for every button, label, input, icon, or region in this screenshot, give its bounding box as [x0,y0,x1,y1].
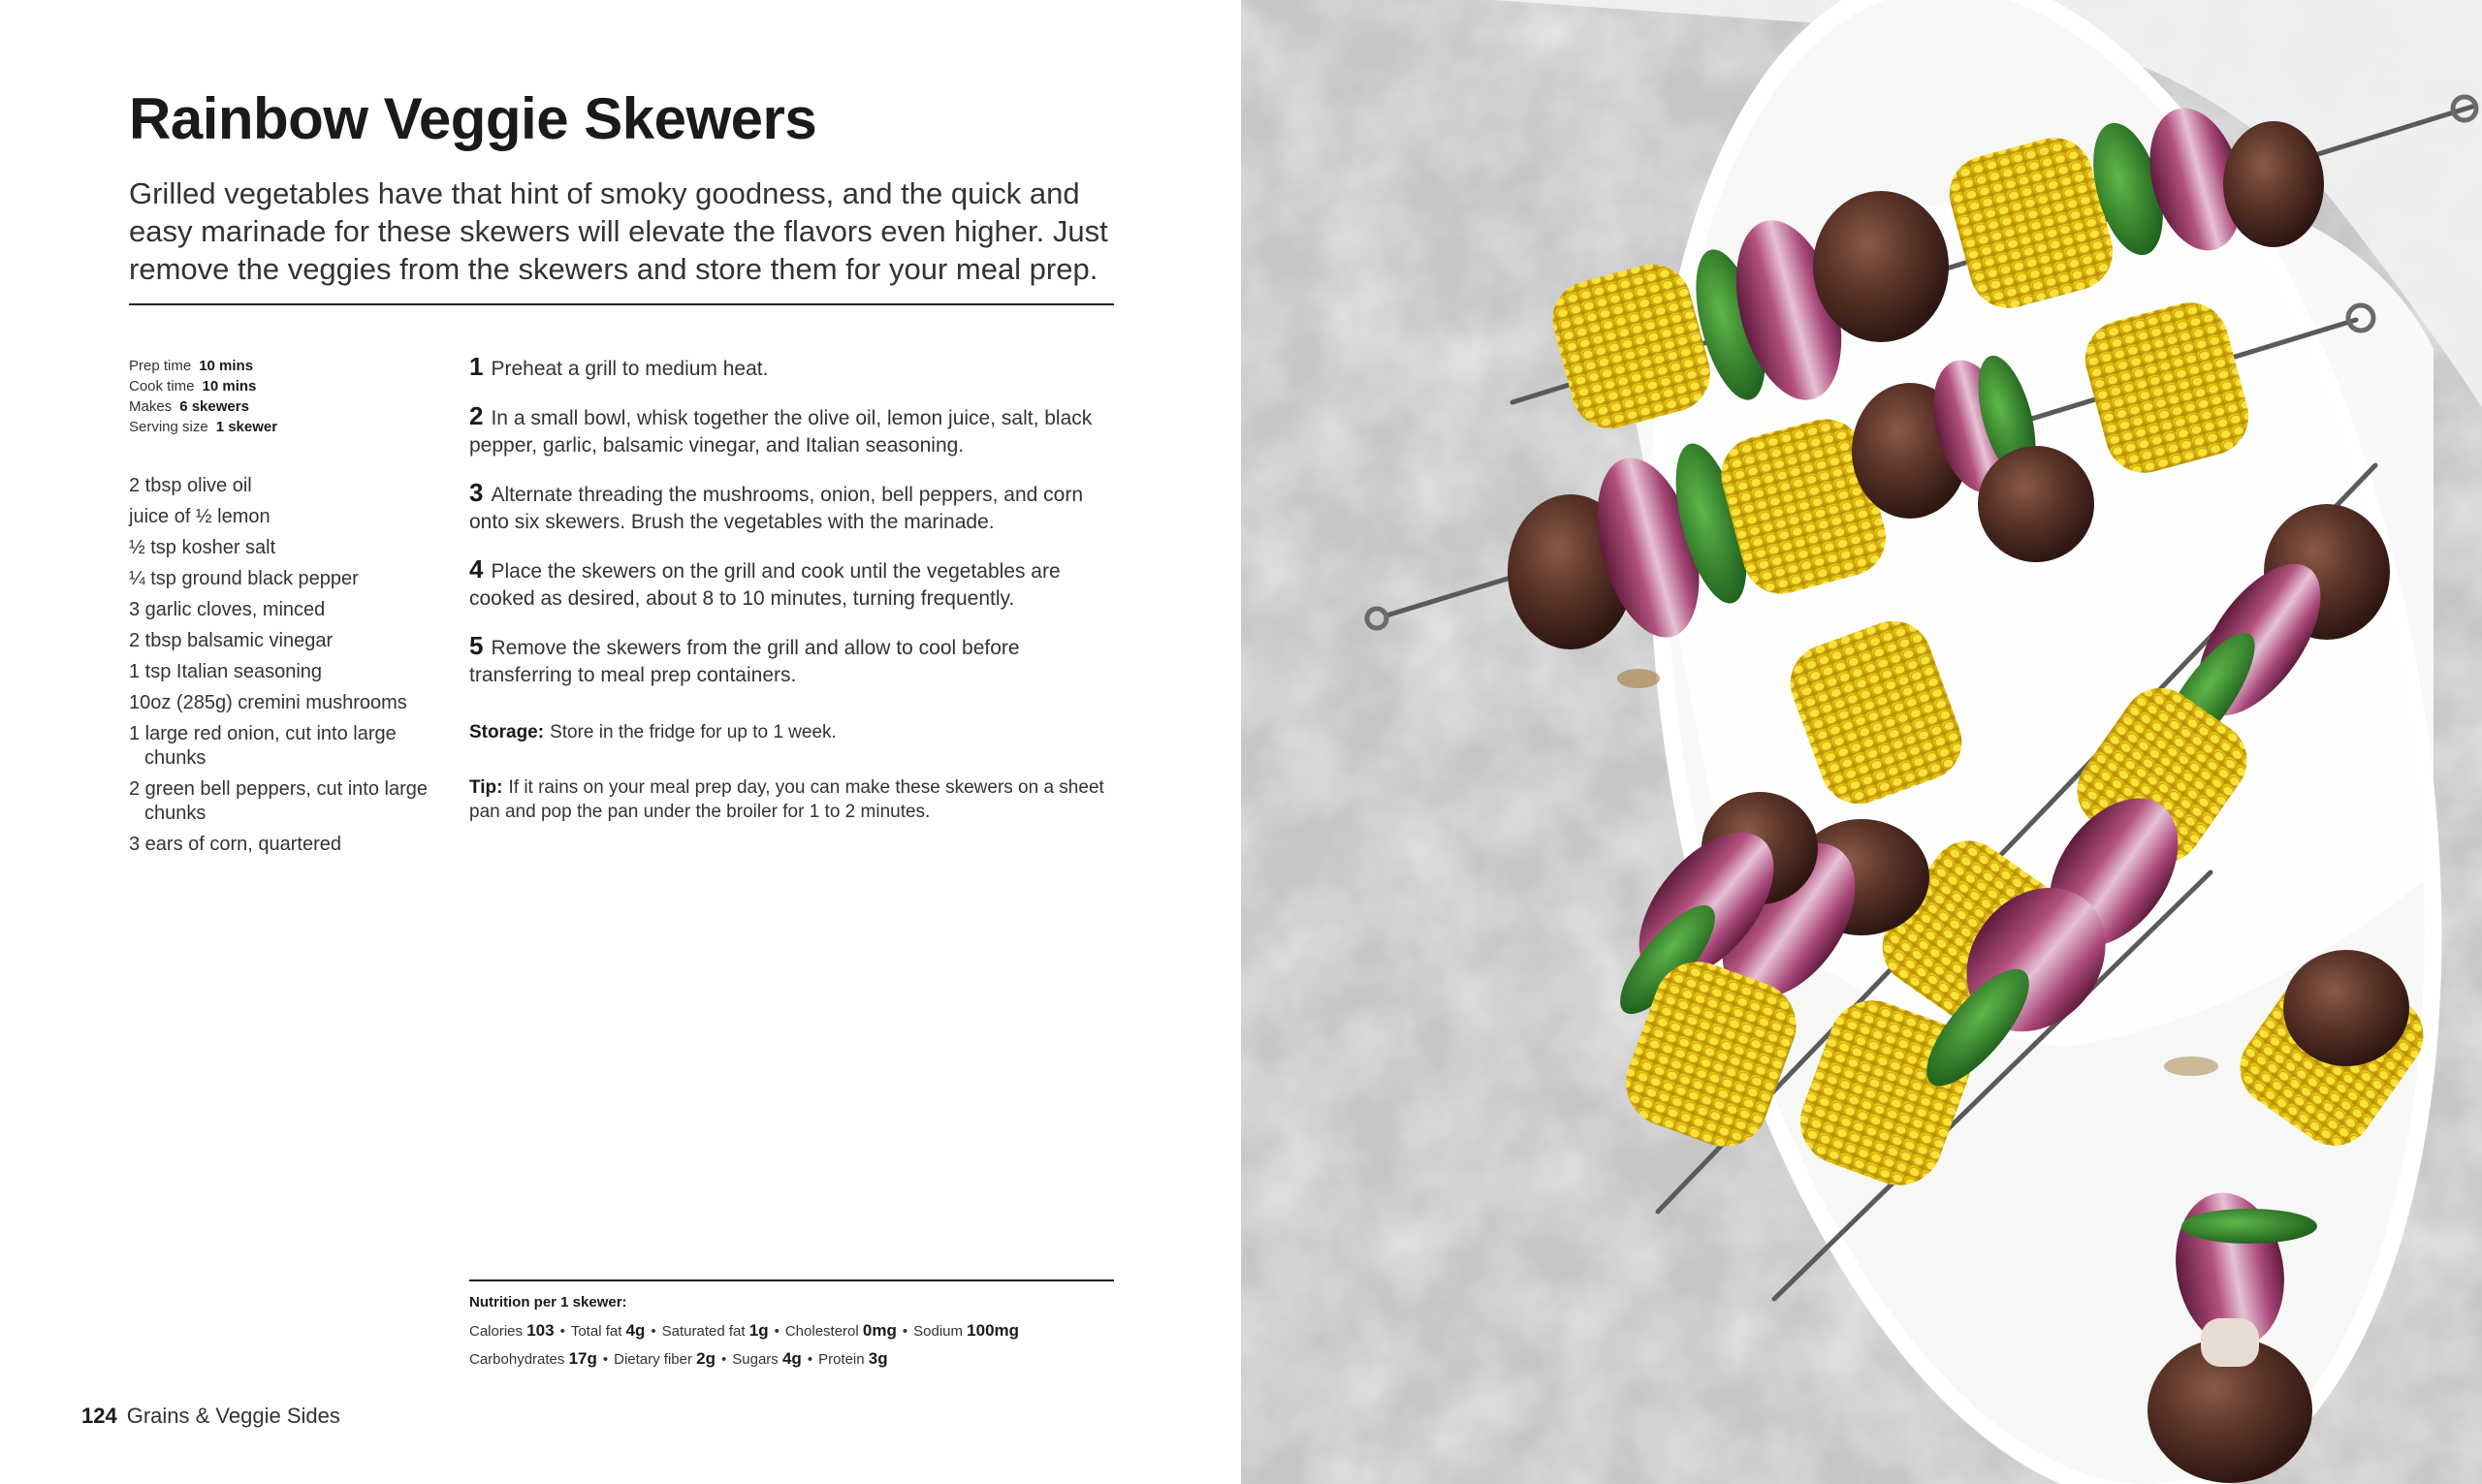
nutrient-label: Saturated fat [661,1323,746,1340]
meta-value: 10 mins [199,358,254,374]
step-2 [469,402,1114,459]
step-number: 1 [469,352,484,381]
step-text: Alternate threading the mushrooms, onion, bell peppers, and corn onto six skewers. Brush the vegetables with the marinade. [469,484,1084,533]
nutrition-line-2 [469,1345,1129,1373]
step-text: Preheat a grill to medium heat. [491,358,769,380]
nutrient-label: Calories [469,1323,524,1340]
meta-label: Serving size [129,419,208,435]
nutrient-label: Protein [818,1351,865,1368]
tip-label: Tip: [469,777,503,798]
nutrient-value: 4g [781,1349,802,1368]
meta-label: Prep time [129,358,192,374]
ingredient-item: juice of ½ lemon [129,506,270,527]
nutrient-label: Carbohydrates [469,1351,565,1368]
ingredient-item: 2 tbsp olive oil [129,475,252,496]
separator: • [774,1323,780,1340]
ingredient-item: 1 tsp Italian seasoning [129,661,323,682]
step-number: 4 [469,554,484,584]
nutrient-value: 1g [748,1321,769,1340]
nutrient-value: 2g [696,1349,716,1368]
method-steps [469,353,1114,709]
step-5 [469,632,1114,689]
meta-value: 6 skewers [179,398,249,415]
step-number: 2 [469,401,484,430]
step-text: In a small bowl, whisk together the olive oil, lemon juice, salt, black pepper, garlic, balsamic vinegar, and Italian seasoning. [469,407,1093,457]
nutrient-label: Sodium [913,1323,963,1340]
photo-page [1241,0,2482,1484]
nutrient-value: 103 [526,1321,555,1340]
separator: • [902,1323,908,1340]
ingredient-item: 3 ears of corn, quartered [129,834,342,855]
storage-note [469,720,1114,744]
nutrient-value: 4g [625,1321,646,1340]
nutrient-value: 0mg [862,1321,897,1340]
page-footer [81,1404,340,1429]
step-number: 3 [469,478,484,507]
ingredient-item: 1 large red onion, cut into large chunks [129,723,397,769]
separator: • [807,1351,813,1368]
ingredient-item: 3 garlic cloves, minced [129,599,326,620]
step-number: 5 [469,631,484,660]
nutrient-label: Total fat [570,1323,622,1340]
step-4 [469,555,1114,613]
storage-label: Storage: [469,722,545,742]
meta-value: 10 mins [202,378,257,395]
separator: • [651,1323,656,1340]
nutrient-label: Dietary fiber [614,1351,692,1368]
ingredient-item: ½ tsp kosher salt [129,537,276,558]
tip-text: If it rains on your meal prep day, you can make these skewers on a sheet pan and pop the pan under the broiler for 1 to 2 minutes. [469,777,1104,822]
ingredient-list [129,474,449,864]
meta-label: Cook time [129,378,195,395]
step-1 [469,353,1114,383]
nutrition-line-1 [469,1317,1129,1345]
separator: • [559,1323,565,1340]
meta-cook-time [129,376,277,396]
nutrient-label: Cholesterol [784,1323,859,1340]
nutrition-heading: Nutrition per 1 skewer: [469,1294,627,1310]
ingredient-item: 10oz (285g) cremini mushrooms [129,692,407,713]
nutrition-divider [469,1279,1114,1281]
nutrient-label: Sugars [732,1351,779,1368]
meta-serving-size [129,417,277,437]
nutrient-value: 17g [568,1349,597,1368]
nutrition-panel [469,1292,1129,1373]
skewers-photo [1241,0,2482,1484]
separator: • [602,1351,609,1368]
ingredient-item: 2 green bell peppers, cut into large chunks [129,778,428,824]
step-text: Place the skewers on the grill and cook until the vegetables are cooked as desired, about 8 to 10 minutes, turning frequently. [469,560,1061,610]
title-divider [129,303,1114,305]
ingredient-item: 2 tbsp balsamic vinegar [129,630,334,651]
recipe-title: Rainbow Veggie Skewers [129,86,817,151]
recipe-intro: Grilled vegetables have that hint of smoky goodness, and the quick and easy marinade for these skewers will elevate the flavors even higher. Just remove the veggies from the skewers and store them for your meal prep. [129,176,1108,286]
ingredient-item: ¼ tsp ground black pepper [129,568,359,589]
step-text: Remove the skewers from the grill and allow to cool before transferring to meal prep containers. [469,637,1020,686]
recipe-meta [129,356,277,437]
tip-note [469,775,1114,824]
storage-text: Store in the fridge for up to 1 week. [550,722,837,742]
section-name: Grains & Veggie Sides [126,1404,340,1428]
nutrient-value: 100mg [967,1321,1020,1340]
meta-value: 1 skewer [215,419,278,435]
nutrient-value: 3g [868,1349,888,1368]
separator: • [721,1351,727,1368]
meta-makes [129,396,277,417]
page-number: 124 [81,1404,117,1428]
step-3 [469,479,1114,536]
meta-label: Makes [129,398,173,415]
meta-prep-time [129,356,277,376]
